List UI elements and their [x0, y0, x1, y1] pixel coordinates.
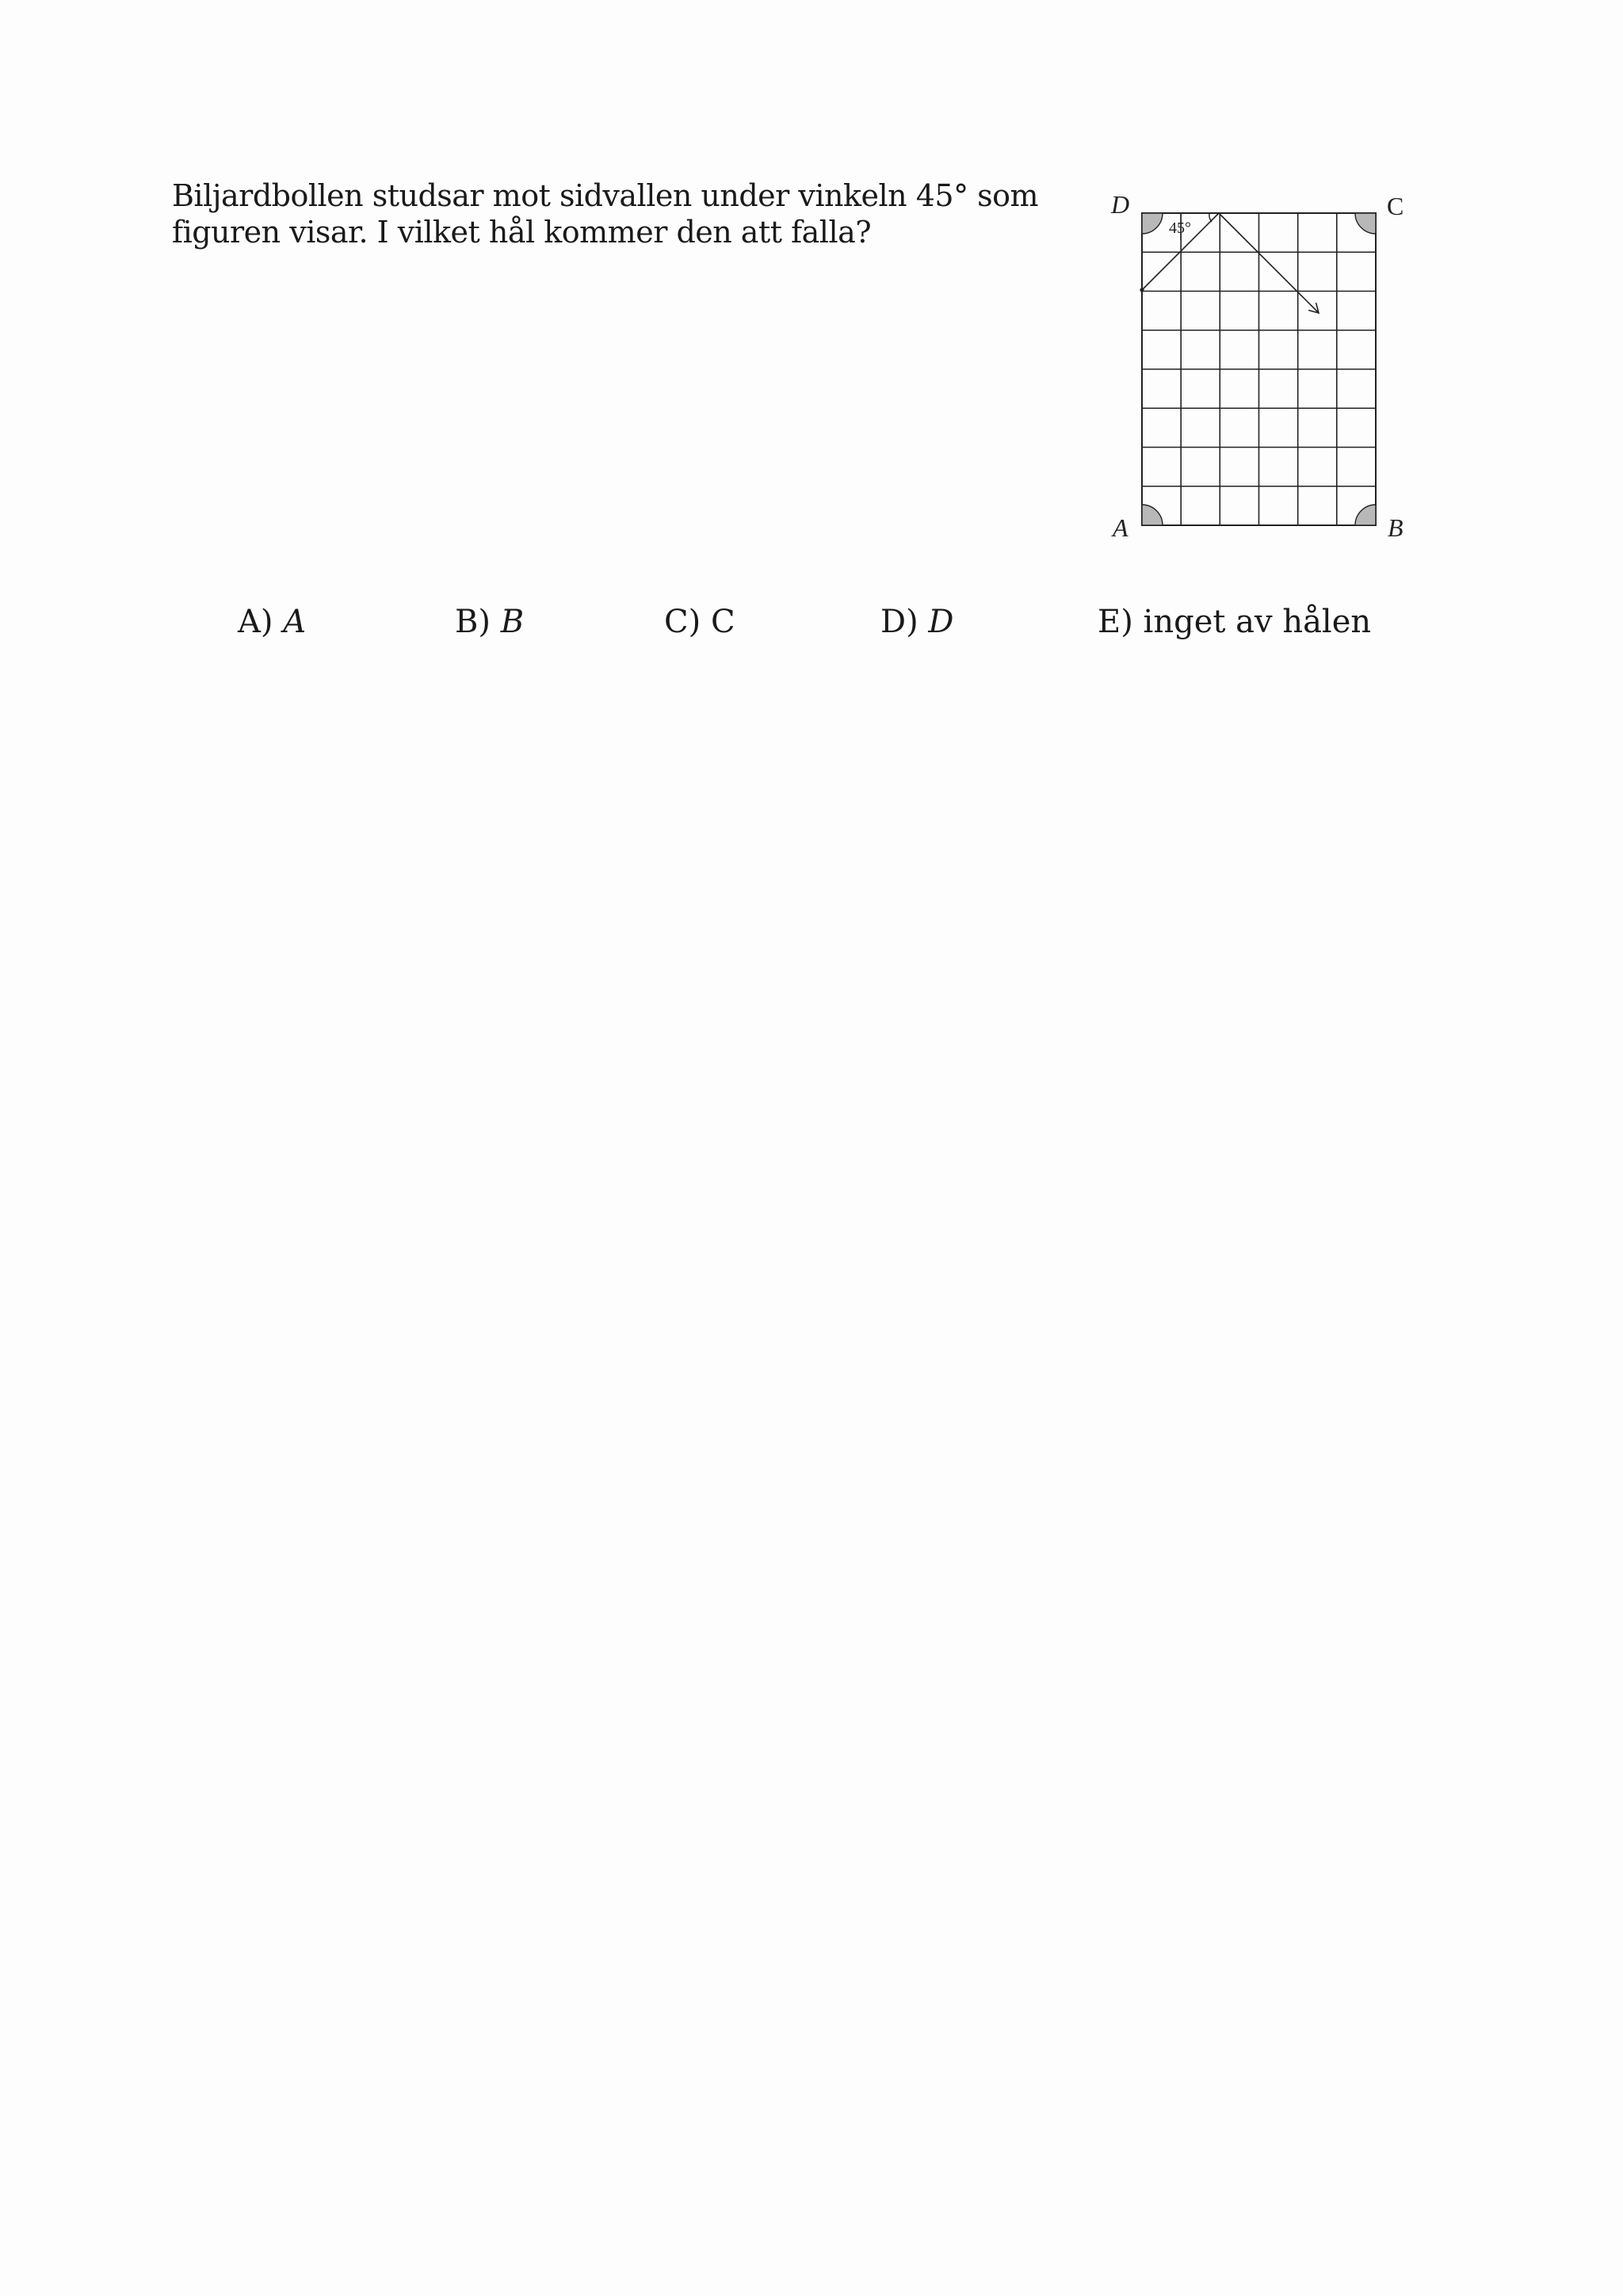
answer-prefix: C)	[664, 604, 701, 640]
answer-option-a[interactable]	[238, 604, 306, 640]
corner-label-c: C	[1387, 192, 1404, 220]
corner-label-b: B	[1388, 513, 1403, 542]
angle-label: 45°	[1169, 219, 1191, 237]
answer-value: A	[283, 604, 307, 640]
answer-option-d[interactable]	[880, 604, 953, 640]
answer-prefix: B)	[455, 604, 491, 640]
answer-option-c[interactable]	[664, 604, 735, 640]
pocket-d	[1142, 213, 1163, 234]
corner-label-a: A	[1113, 513, 1128, 542]
answer-value: B	[500, 604, 525, 640]
answer-value: inget av hålen	[1143, 604, 1372, 640]
angle-arc	[1209, 213, 1212, 222]
answer-value: C	[710, 604, 735, 640]
answer-option-e[interactable]	[1098, 604, 1371, 640]
answer-prefix: E)	[1098, 604, 1133, 640]
answer-value: D	[928, 604, 954, 640]
answer-prefix: D)	[880, 604, 918, 640]
answer-option-b[interactable]	[455, 604, 524, 640]
answer-prefix: A)	[238, 604, 273, 640]
pocket-a	[1142, 505, 1163, 525]
grid-lines	[1142, 213, 1376, 525]
pocket-c	[1355, 213, 1376, 234]
ball-path-outgoing	[1219, 213, 1319, 313]
billiard-table-figure	[1094, 178, 1426, 551]
pocket-b	[1355, 505, 1376, 525]
question-text: Biljardbollen studsar mot sidvallen under vinkeln 45° som figuren visar. I vilket hål kommer den att falla?	[172, 178, 1039, 250]
answer-options	[0, 604, 1623, 651]
corner-label-d: D	[1111, 190, 1130, 219]
